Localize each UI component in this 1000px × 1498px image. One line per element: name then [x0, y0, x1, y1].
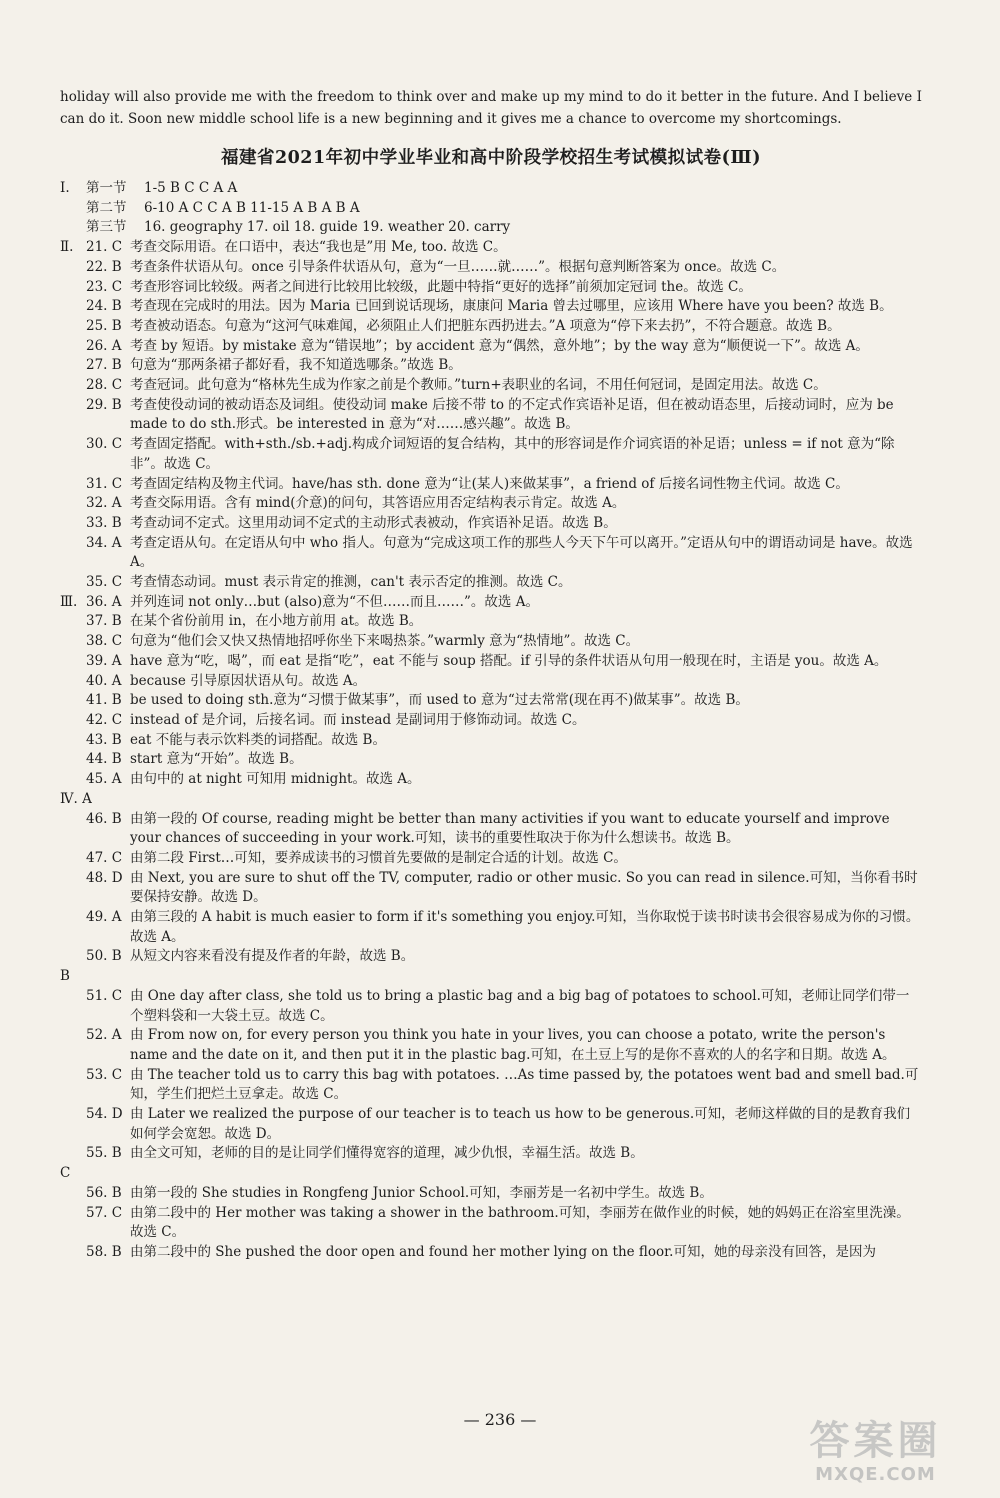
part-1-label: Ⅰ.	[60, 180, 70, 196]
explanation: 考查固定结构及物主代词。have/has sth. done 意为“让(某人)来做某事”，a friend of 后接名词性物主代词。故选 C。	[130, 475, 849, 492]
watermark-bottom: MXQE.COM	[815, 1464, 936, 1485]
question-number: 37. B	[86, 613, 122, 630]
question-number: 54. D	[86, 1106, 123, 1123]
explanation: 从短文内容来看没有提及作者的年龄，故选 B。	[130, 948, 415, 965]
explanation: 在某个省份前用 in，在小地方前用 at。故选 B。	[130, 613, 423, 630]
question-number: 29. B	[86, 396, 122, 413]
question-number: 55. B	[86, 1145, 122, 1162]
question-number: 41. B	[86, 692, 122, 709]
question-number: 26. A	[86, 337, 122, 354]
explanation: 考查现在完成时的用法。因为 Maria 已回到说话现场，康康问 Maria 曾去过哪里，应该用 Where have you been? 故选 B。	[130, 298, 893, 315]
question-number: 23. C	[86, 278, 123, 295]
answer-line: 1-5 B C C A A	[144, 180, 238, 196]
part-c-label: C	[60, 1165, 71, 1182]
part-1	[60, 179, 922, 238]
page	[60, 86, 922, 1263]
explanation: 考查交际用语。在口语中，表达“我也是”用 Me, too. 故选 C。	[130, 239, 507, 256]
explanation: 并列连词 not only…but (also)意为“不但……而且……”。故选 A。	[130, 593, 539, 610]
explanation: 由第二段中的 Her mother was taking a shower in the bathroom.可知，李丽芳在做作业的时候，她的妈妈正在浴室里洗澡。故选 C。	[130, 1204, 910, 1241]
explanation: 考查被动语态。句意为“这河气味难闻，必须阻止人们把脏东西扔进去。”A 项意为“停下来去扔”，不符合题意。故选 B。	[130, 317, 841, 334]
part-c	[60, 1164, 922, 1263]
question-number: 50. B	[86, 948, 122, 965]
explanation: instead of 是介词，后接名词。而 instead 是副词用于修饰动词。故选 C。	[130, 711, 586, 728]
explanation: 由 The teacher told us to carry this bag with potatoes. …As time passed by, the potatoes went bad and smell bad.可知，学生们把烂土豆拿走。故选 C。	[130, 1066, 919, 1103]
sub-label: 第二节	[86, 199, 127, 216]
exam-title: 福建省2021年初中学业毕业和高中阶段学校招生考试模拟试卷(Ⅲ)	[220, 148, 762, 168]
question-number: 21. C	[86, 239, 123, 256]
explanation: 由 Next, you are sure to shut off the TV, computer, radio or other music. So you can read in silence.可知，当你看书时要保持安静。故选 D。	[130, 869, 918, 906]
question-number: 52. A	[86, 1027, 122, 1044]
explanation: 由 One day after class, she told us to bring a plastic bag and a big bag of potatoes to school.可知，老师让同学们带一个塑料袋和一大袋土豆。故选 C。	[130, 987, 910, 1024]
question-number: 27. B	[86, 357, 122, 374]
question-number: 45. A	[86, 771, 122, 788]
question-number: 44. B	[86, 751, 122, 768]
question-number: 58. B	[86, 1243, 122, 1260]
question-number: 35. C	[86, 574, 123, 591]
part-1-row-3	[60, 218, 922, 238]
part-b	[60, 967, 922, 1164]
explanation: 考查条件状语从句。once 引导条件状语从句，意为“一旦……就……”。根据句意判断答案为 once。故选 C。	[130, 258, 786, 275]
explanation: 考查固定搭配。with+sth./sb.+adj.构成介词短语的复合结构，其中的形容词是作介词宾语的补足语；unless = if not 意为“除非”。故选 C。	[130, 436, 895, 472]
explanation: 由第二段中的 She pushed the door open and found her mother lying on the floor.可知，她的母亲没有回答，是因为	[130, 1243, 876, 1260]
question-number: 36. A	[86, 593, 122, 610]
question-number: 33. B	[86, 514, 122, 531]
part-4-label: Ⅳ. A	[60, 790, 92, 807]
explanation: 句意为“那两条裙子都好看，我不知道选哪条。”故选 B。	[130, 357, 462, 374]
explanation: 由句中的 at night 可知用 midnight。故选 A。	[130, 771, 421, 788]
part-b-label: B	[60, 968, 70, 985]
question-number: 32. A	[86, 495, 122, 512]
question-number: 34. A	[86, 534, 122, 551]
question-number: 43. B	[86, 731, 122, 748]
explanation: 句意为“他们会又快又热情地招呼你坐下来喝热茶。”warmly 意为“热情地”。故选 C。	[130, 633, 640, 650]
question-number: 39. A	[86, 652, 122, 669]
explanation: start 意为“开始”。故选 B。	[130, 751, 303, 768]
question-number: 24. B	[86, 298, 122, 315]
question-number: 56. B	[86, 1184, 122, 1201]
part-3-label: Ⅲ.	[60, 593, 78, 610]
part-4	[60, 790, 922, 967]
answer-line: 16. geography 17. oil 18. guide 19. weather 20. carry	[144, 219, 511, 236]
answer-line: 6-10 A C C A B 11-15 A B A B A	[144, 199, 360, 216]
part-2-label: Ⅱ.	[60, 239, 74, 256]
question-number: 38. C	[86, 633, 123, 650]
question-number: 48. D	[86, 869, 123, 886]
question-number: 22. B	[86, 258, 122, 275]
sub-label: 第三节	[86, 219, 127, 236]
question-number: 31. C	[86, 475, 123, 492]
question-number: 30. C	[86, 436, 123, 453]
explanation: eat 不能与表示饮料类的词搭配。故选 B。	[130, 731, 386, 748]
part-2	[60, 238, 922, 593]
question-number: 42. C	[86, 711, 123, 728]
explanation: 考查情态动词。must 表示肯定的推测，can't 表示否定的推测。故选 C。	[130, 574, 572, 591]
question-number: 40. A	[86, 672, 122, 689]
explanation: 由全文可知，老师的目的是让同学们懂得宽容的道理，减少仇恨，幸福生活。故选 B。	[130, 1145, 644, 1162]
explanation: 考查使役动词的被动语态及词组。使役动词 make 后接不带 to 的不定式作宾语补足语，但在被动语态里，后接动词时，应为 be made to do sth.形式。be interested in 意为“对……感兴趣”。故选 B。	[130, 396, 894, 433]
sub-label: 第一节	[86, 180, 127, 196]
question-number: 57. C	[86, 1204, 123, 1221]
explanation: 由第一段的 She studies in Rongfeng Junior School.可知，李丽芳是一名初中学生。故选 B。	[130, 1184, 713, 1201]
explanation: 考查动词不定式。这里用动词不定式的主动形式表被动，作宾语补足语。故选 B。	[130, 514, 617, 531]
explanation: 由 From now on, for every person you think you hate in your lives, you can choose a potato, write the person's name and the date on it, and then put it in the plastic bag.可知，在土豆上写的是你不喜欢的人的名字和日期。故选 A。	[130, 1027, 896, 1063]
part-1-row-2	[60, 199, 922, 219]
explanation: 考查形容词比较级。两者之间进行比较用比较级，此题中特指“更好的选择”前须加定冠词 the。故选 C。	[130, 278, 752, 295]
explanation: have 意为“吃，喝”，而 eat 是指“吃”，eat 不能与 soup 搭配。if 引导的条件状语从句用一般现在时，主语是 you。故选 A。	[130, 652, 888, 669]
explanation: 考查交际用语。含有 mind(介意)的问句，其答语应用否定结构表示肯定。故选 A。	[130, 495, 626, 512]
page-number: — 236 —	[463, 1410, 537, 1429]
watermark-top: 答案圈	[809, 1418, 942, 1464]
explanation: be used to doing sth.意为“习惯于做某事”，而 used to 意为“过去常常(现在再不)做某事”。故选 B。	[130, 692, 749, 709]
explanation: 考查定语从句。在定语从句中 who 指人。句意为“完成这项工作的那些人今天下午可以离开。”定语从句中的谓语动词是 have。故选 A。	[130, 534, 913, 571]
part-3	[60, 593, 922, 790]
question-number: 51. C	[86, 987, 123, 1004]
question-number: 47. C	[86, 849, 123, 866]
explanation: 由第三段的 A habit is much easier to form if it's something you enjoy.可知，当你取悦于读书时读书会很容易成为你的习惯。故选 A。	[130, 909, 920, 945]
question-number: 28. C	[86, 377, 123, 394]
question-number: 49. A	[86, 909, 122, 926]
explanation: 考查冠词。此句意为“格林先生成为作家之前是个教师。”turn+表职业的名词，不用任何冠词，是固定用法。故选 C。	[130, 377, 827, 394]
question-number: 53. C	[86, 1066, 123, 1083]
question-number: 46. B	[86, 810, 122, 827]
watermark-logo	[773, 1418, 978, 1494]
explanation: because 引导原因状语从句。故选 A。	[130, 672, 367, 689]
question-number: 25. B	[86, 317, 122, 334]
explanation: 考查 by 短语。by mistake 意为“错误地”；by accident 意为“偶然，意外地”；by the way 意为“顺便说一下”。故选 A。	[130, 337, 869, 354]
explanation: 由 Later we realized the purpose of our teacher is to teach us how to be generous.可知，老师这样做的目的是教育我们如何学会宽恕。故选 D。	[130, 1106, 911, 1142]
explanation: 由第一段的 Of course, reading might be better than many activities if you want to educate yourself and improve your chances of succeeding in your work.可知，读书的重要性取决于你为什么想读书。故选 B。	[130, 810, 890, 847]
intro-paragraph: holiday will also provide me with the freedom to think over and make up my mind to do it better in the future. And I believe I can do it. Soon new middle school life is a new beginning and it gives me a chance to overcome my shortcomings.	[60, 89, 922, 127]
part-1-row-1	[60, 179, 922, 199]
explanation: 由第二段 First…可知，要养成读书的习惯首先要做的是制定合适的计划。故选 C。	[130, 849, 627, 866]
